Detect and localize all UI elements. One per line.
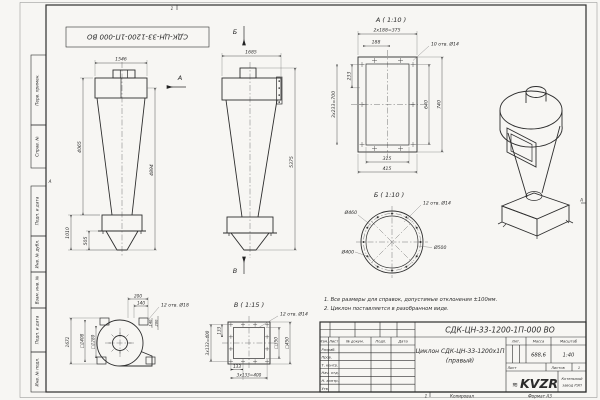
dia-400: Ø400 — [341, 250, 354, 256]
stamp-label: Подп. и дата — [34, 196, 40, 226]
section-b-title: Б ( 1:10 ) — [373, 191, 405, 199]
note-line-1: 1. Все размеры для справок, допустимые отклонения ±100мм. — [324, 297, 498, 303]
designation-top-text: СДК-ЦН-33-1200-1П-000 ВО — [87, 32, 188, 41]
dim-188: 188 — [371, 40, 381, 46]
mass-value: 688,6 — [531, 352, 546, 359]
scale-label: Масштаб — [559, 339, 578, 344]
zone-mark-side: А — [48, 179, 52, 184]
dim-sq350: □350 — [273, 337, 279, 349]
dim-1685: 1685 — [245, 50, 257, 56]
designation-text: СДК-ЦН-33-1200-1П-000 ВО — [445, 325, 555, 335]
company-line2: завод РЭП — [562, 383, 582, 388]
footer-copy: Копировал — [450, 393, 474, 399]
holes-note-v: 12 отв. Ø14 — [280, 312, 308, 318]
stamp-label: Инв. № дубл. — [34, 239, 40, 269]
stamp-label: Инв. № подл. — [34, 357, 40, 387]
lit-label: Лит. — [511, 339, 521, 344]
dim-sq450: □450 — [284, 337, 290, 349]
dim-3x133-bottom: 3х133=400 — [236, 372, 262, 378]
stamp-label: Справ. № — [34, 136, 40, 157]
row-nkontr: Н. контр. — [321, 379, 339, 383]
dia-500: Ø500 — [434, 246, 447, 251]
section-a-title: А ( 1:10 ) — [375, 16, 407, 24]
stamp-label: Взам. инв. № — [34, 275, 40, 305]
dim-1010: 1010 — [66, 227, 71, 239]
view-arrow-b-label: Б — [232, 28, 238, 36]
dim-4065: 4065 — [78, 141, 83, 153]
view-arrow-v-label: В — [232, 267, 238, 275]
zone-mark-top: 1 — [170, 6, 174, 11]
dim-415: 415 — [382, 167, 392, 172]
dim-505: 505 — [84, 236, 89, 246]
sheets-label: Листов — [551, 366, 565, 370]
dim-4894: 4894 — [150, 164, 155, 176]
dim-140-top: 140 — [137, 300, 145, 306]
kvzr-wave-icon: ≋ — [512, 381, 518, 389]
row-utv: Утв. — [321, 386, 330, 391]
dim-640: 640 — [424, 100, 430, 109]
dim-1546: 1546 — [115, 57, 127, 63]
note-line-2: 2. Циклон поставляется в разобранном виде. — [324, 306, 449, 312]
holes-note-scroll: 12 отв. Ø18 — [161, 303, 189, 309]
dim-1672: 1672 — [65, 336, 70, 348]
dim-233: 233 — [347, 71, 353, 81]
dim-740: 740 — [437, 100, 443, 109]
dim-315: 315 — [382, 157, 392, 162]
view-v-title: В ( 1:15 ) — [233, 301, 265, 309]
dim-200-top: 200 — [134, 293, 142, 299]
sheet-label: Лист — [507, 366, 517, 370]
dim-133-bottom: 133 — [233, 364, 241, 369]
dim-133-left: 133 — [216, 326, 222, 335]
scale-value: 1:40 — [562, 352, 575, 359]
row-razrab: Разраб. — [321, 347, 336, 352]
row-prov: Пров. — [321, 355, 332, 360]
dim-140-right: 140 — [148, 319, 153, 327]
view-arrow-a-label: А — [177, 74, 183, 82]
row-tkontr: Т. контр. — [321, 363, 339, 368]
dim-5375: 5375 — [290, 156, 295, 168]
zone-mark-right: А — [580, 197, 583, 203]
dim-3x233: 3х233=700 — [332, 90, 337, 119]
holes-note-a: 10 отв. Ø14 — [431, 42, 459, 48]
part-name-line1: Циклон СДК-ЦН-33-1200х1П — [415, 348, 505, 355]
dim-sq1408: □1408 — [79, 333, 85, 349]
col-sign: Подп. — [375, 339, 387, 344]
stamp-label: Подп. и дата — [34, 315, 40, 345]
dim-2x188: 2х188=375 — [373, 28, 401, 34]
footer-format: Формат А3 — [528, 393, 552, 399]
kvzr-logo: KVZR — [519, 376, 559, 391]
stamp-label: Перв. примен. — [34, 74, 40, 106]
dim-200-right: 200 — [154, 319, 159, 327]
dim-3x133-left: 3х133=400 — [205, 330, 210, 356]
zone-mark-bottom: 1 — [424, 393, 428, 399]
holes-note-b: 12 отв. Ø14 — [423, 201, 451, 207]
col-date: Дата — [398, 339, 408, 344]
sheets-value: 1 — [577, 366, 581, 370]
part-name-line2: (правый) — [445, 357, 475, 365]
mass-label: Масса — [532, 339, 545, 344]
company-line1: Котельный — [561, 377, 583, 381]
dim-sq1280: □1280 — [90, 334, 96, 350]
row-nachotd: Нач. отд. — [321, 371, 339, 376]
col-izm: Изм. — [319, 339, 329, 344]
col-doc: № докум. — [346, 339, 364, 344]
col-list: Лист — [329, 339, 339, 344]
dia-460: Ø460 — [344, 211, 357, 216]
